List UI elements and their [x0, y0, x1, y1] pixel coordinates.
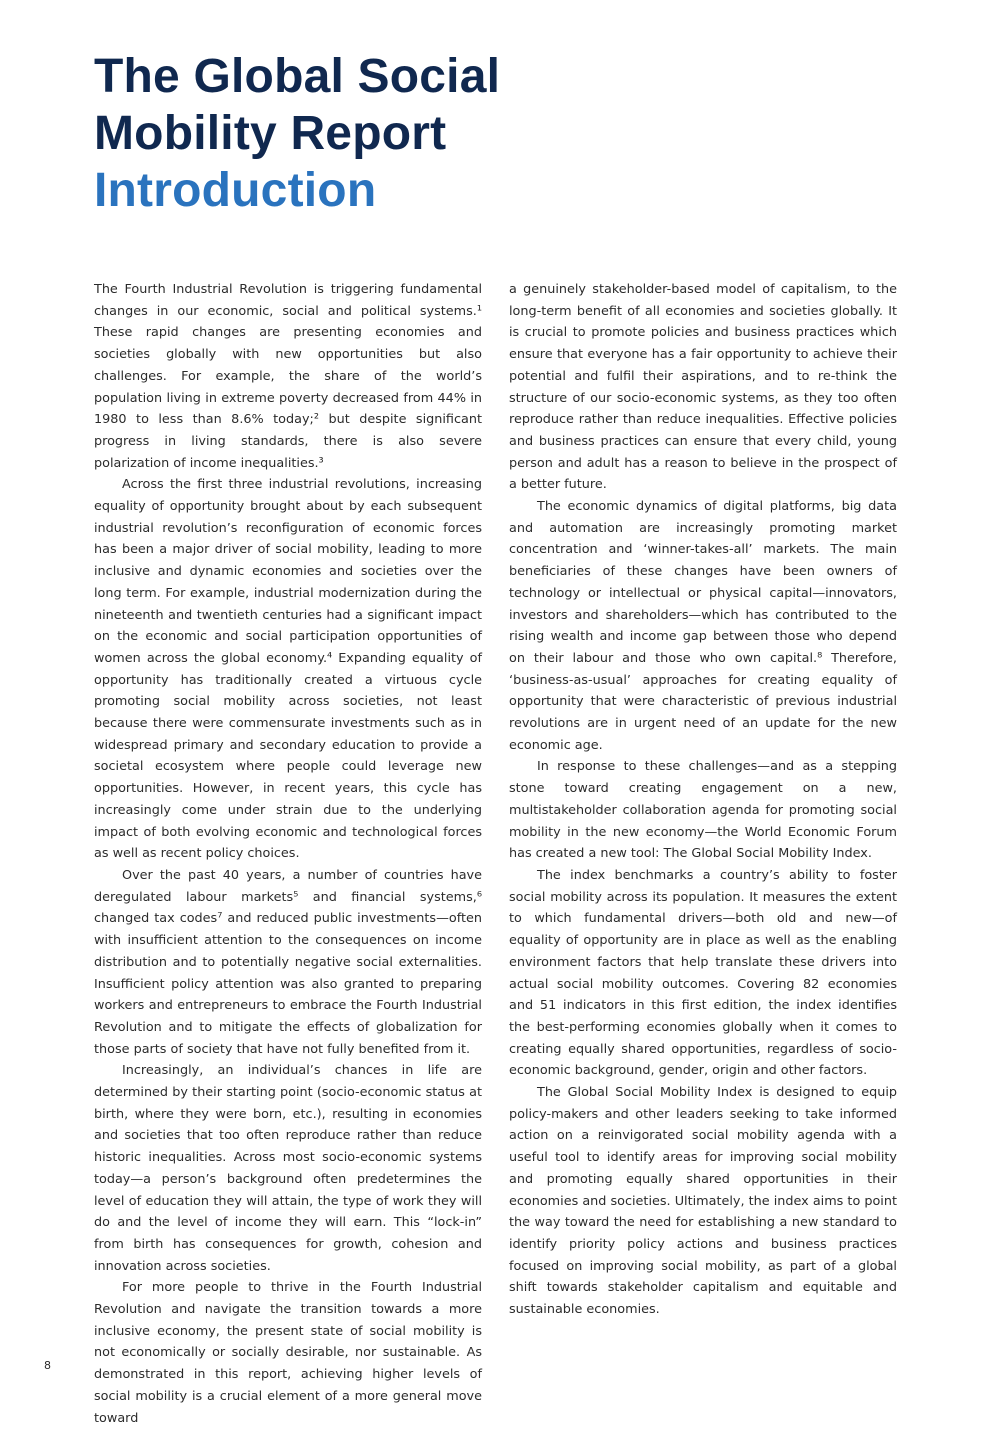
title-line-2: Mobility Report	[94, 107, 447, 160]
page-title	[94, 48, 794, 219]
paragraph: The Fourth Industrial Revolution is triggering fundamental changes in our economic, social and political systems.¹ These rapid changes are presenting economies and societies globally with new opportunities but also challenges. For example, the share of the world’s population living in extreme poverty decreased from 44% in 1980 to less than 8.6% today;² but despite significant progress in living standards, there is also severe polarization of income inequalities.³	[94, 282, 482, 471]
paragraph: Over the past 40 years, a number of countries have deregulated labour markets⁵ and financial systems,⁶ changed tax codes⁷ and reduced public investments—often with insufficient attention to the consequences on income distribution and to potentially negative social externalities. Insufficient policy attention was also granted to preparing workers and entrepreneurs to embrace the Fourth Industrial Revolution and to mitigate the effects of globalization for those parts of society that have not fully benefited from it.	[94, 867, 482, 1057]
title-line-1: The Global Social	[94, 50, 501, 103]
paragraph: For more people to thrive in the Fourth Industrial Revolution and navigate the transition towards a more inclusive economy, the present state of social mobility is not economically or socially desirable, nor sustainable. As demonstrated in this report, achieving higher levels of social mobility is a crucial element of a more general move toward	[94, 1280, 482, 1426]
paragraph: The Global Social Mobility Index is designed to equip policy-makers and other leaders seeking to take informed action on a reinvigorated social mobility agenda with a useful tool to identify areas for improving social mobility and promoting equally shared opportunities in their economies and societies. Ultimately, the index aims to point the way toward the need for establishing a new standard to identify priority policy actions and business practices focused on improving social mobility, as part of a global shift towards stakeholder capitalism and equitable and sustainable economies.	[509, 1085, 897, 1318]
paragraph: a genuinely stakeholder-based model of capitalism, to the long-term benefit of all economies and societies globally. It is crucial to promote policies and business practices which ensure that everyone has a fair opportunity to achieve their potential and fulfil their aspirations, and to re-think the structure of our socio-economic systems, as they too often reproduce rather than reduce inequalities. Effective policies and business practices can ensure that every child, young person and adult has a reason to believe in the prospect of a better future.	[509, 282, 897, 493]
paragraph: The economic dynamics of digital platforms, big data and automation are increasingly promoting market concentration and ‘winner-takes-all’ markets. The main beneficiaries of these changes have been owners of technology or intellectual or physical capital—innovators, investors and shareholders—which has contributed to the rising wealth and income gap between those who depend on their labour and those who own capital.⁸ Therefore, ‘business-as-usual’ approaches for creating equality of opportunity that were characteristic of previous industrial revolutions are in urgent need of an update for the new economic age.	[509, 499, 897, 753]
page-number: 8	[44, 1359, 51, 1372]
paragraph: In response to these challenges—and as a stepping stone toward creating engagement on a new, multistakeholder collaboration agenda for promoting social mobility in the new economy—the World Economic Forum has created a new tool: The Global Social Mobility Index.	[509, 759, 897, 862]
right-column	[509, 279, 897, 1321]
section-heading: Introduction	[94, 164, 377, 217]
left-column	[94, 279, 482, 1429]
paragraph: Across the first three industrial revolutions, increasing equality of opportunity brought about by each subsequent industrial revolution’s reconfiguration of economic forces has been a major driver of social mobility, leading to more inclusive and dynamic economies and societies over the long term. For example, industrial modernization during the nineteenth and twentieth centuries had a significant impact on the economic and social participation opportunities of women across the global economy.⁴ Expanding equality of opportunity has traditionally created a virtuous cycle promoting social mobility across societies, not least because there were commensurate investments such as in widespread primary and secondary education to provide a societal ecosystem where people could leverage new opportunities. However, in recent years, this cycle has increasingly come under strain due to the underlying impact of both evolving economic and technological forces as well as recent policy choices.	[94, 477, 482, 862]
paragraph: The index benchmarks a country’s ability to foster social mobility across its population. It measures the extent to which fundamental drivers—both old and new—of equality of opportunity are in place as well as the enabling environment factors that help translate these drivers into actual social mobility outcomes. Covering 82 economies and 51 indicators in this first edition, the index identifies the best-performing economies globally when it comes to creating equally shared opportunities, regardless of socio-economic background, gender, origin and other factors.	[509, 867, 897, 1079]
paragraph: Increasingly, an individual’s chances in life are determined by their starting point (socio-economic status at birth, where they were born, etc.), resulting in economies and societies that too often reproduce rather than reduce historic inequalities. Across most socio-economic systems today—a person’s background often predetermines the level of education they will attain, the type of work they will do and the level of income they will earn. This “lock-in” from birth has consequences for growth, cohesion and innovation across societies.	[94, 1063, 482, 1274]
